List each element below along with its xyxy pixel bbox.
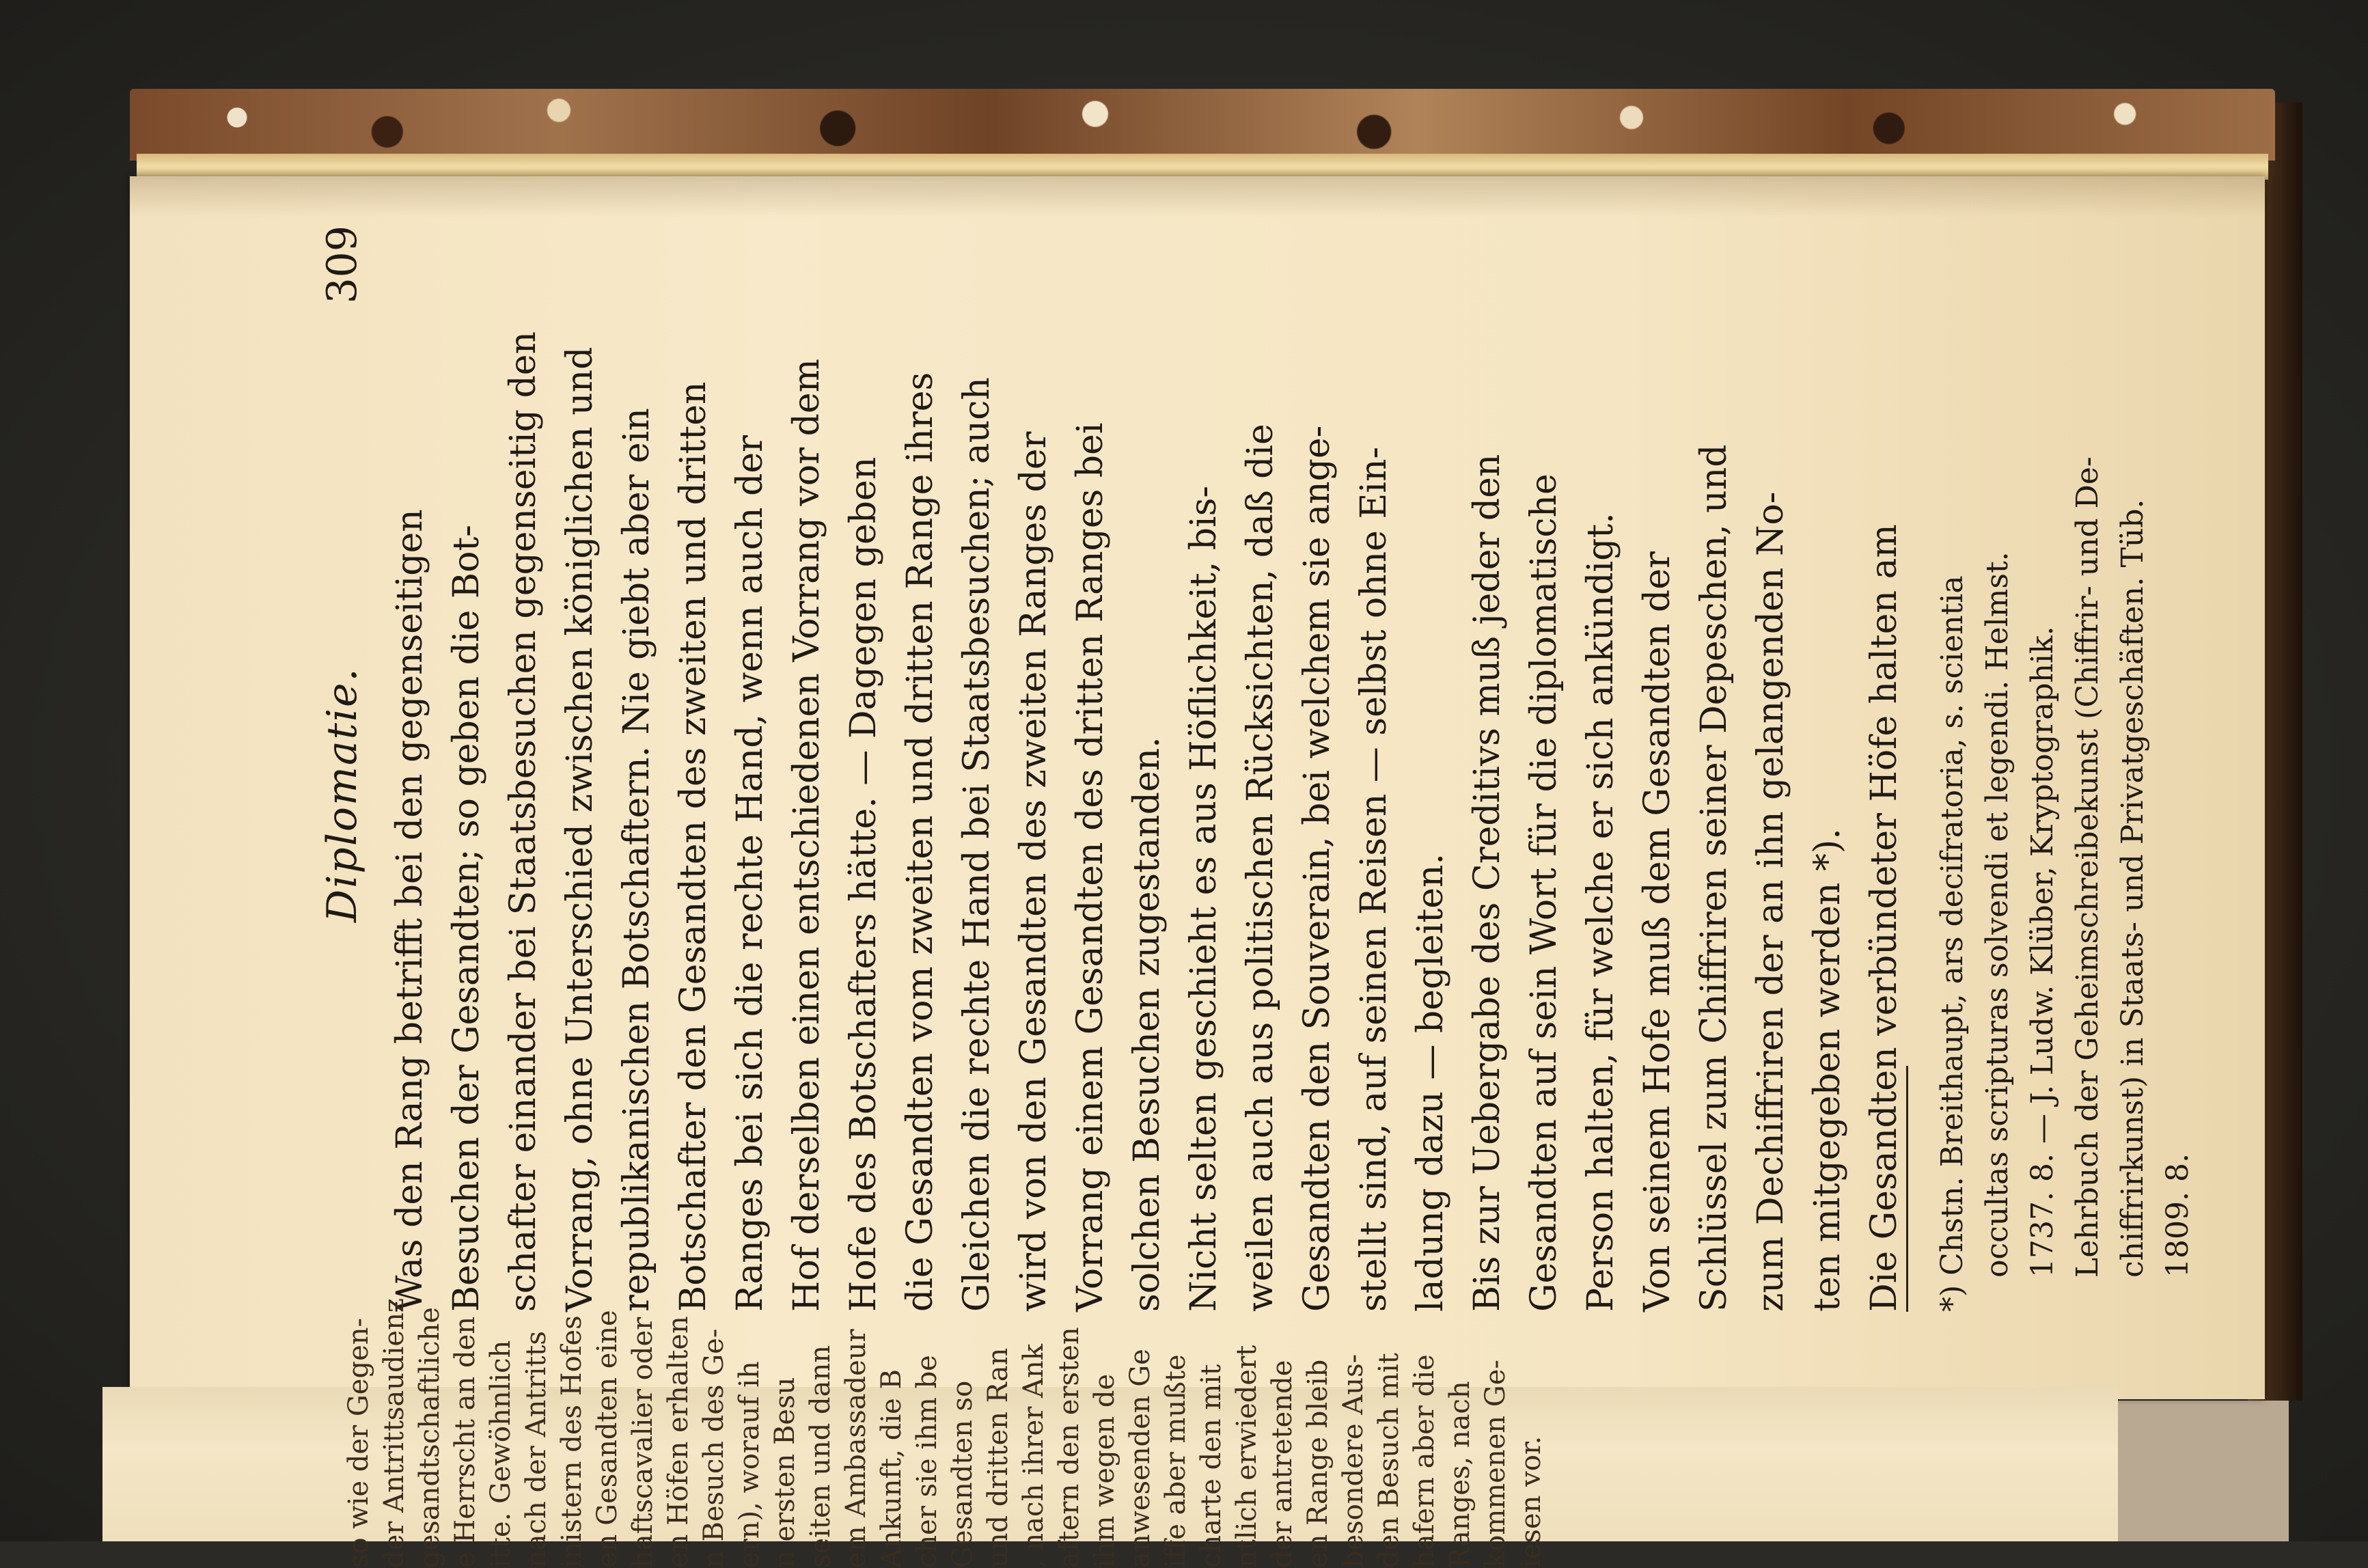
facing-line: n Besuch des Ge- xyxy=(698,1328,730,1568)
facing-line: en Gesandten eine xyxy=(592,1310,623,1568)
facing-line: ntlich erwiedert xyxy=(1231,1345,1263,1568)
body-line: Gesandten den Souverain, bei welchem sie ange- xyxy=(1297,425,1338,1312)
body-line: Nicht selten geschieht es aus Höflichkeit, bis- xyxy=(1183,486,1224,1312)
facing-line: hafern aber die xyxy=(1409,1354,1440,1568)
facing-line: charte den mit xyxy=(1196,1364,1227,1568)
body-line: Vorrang einem Gesandten des dritten Ranges bei xyxy=(1070,422,1111,1312)
footnote-line: 1809. 8. xyxy=(2160,1153,2195,1278)
body-line: Von seinem Hofe muß dem Gesandten der xyxy=(1637,551,1678,1312)
body-line: ladung dazu — begleiten. xyxy=(1410,853,1451,1312)
facing-line: und dritten Ran xyxy=(982,1347,1014,1568)
facing-line: n ersten Besu xyxy=(769,1377,801,1568)
body-line: Die Gesandten verbündeter Höfe halten am xyxy=(1864,524,1905,1312)
facing-line: Ankunft, die B xyxy=(876,1369,907,1568)
facing-line: em Ambassadeur xyxy=(840,1329,872,1568)
body-line: Gleichen die rechte Hand bei Staatsbesuchen; auch xyxy=(956,377,997,1312)
body-line: Besuchen der Gesandten; so geben die Bot- xyxy=(446,525,487,1312)
facing-line: en Höfen erhalten xyxy=(663,1316,694,1568)
body-line: republikanischen Botschaftern. Nie giebt aber ein xyxy=(616,408,657,1312)
facing-line: ihm wegen de xyxy=(1089,1373,1120,1568)
facing-line: iesen vor. xyxy=(1515,1435,1547,1568)
facing-line: aftern den ersten xyxy=(1054,1327,1085,1568)
body-line: Was den Rang betrifft bei den gegenseitigen xyxy=(389,509,430,1312)
facing-line: den Besuch mit xyxy=(1373,1353,1405,1568)
body-line: zum Dechiffriren der an ihn gelangenden No- xyxy=(1750,491,1791,1312)
body-line: Hof derselben einen entschiedenen Vorrang vor dem xyxy=(786,359,827,1312)
body-line: schafter einander bei Staatsbesuchen gegenseitig den xyxy=(503,331,544,1312)
facing-line: der Antrittsaudienz xyxy=(378,1298,410,1568)
facing-line: nach der Antritts xyxy=(521,1331,552,1568)
body-line: Ranges bei sich die rechte Hand, wenn auch der xyxy=(730,435,771,1312)
facing-page-text xyxy=(342,543,1913,1568)
facing-line: besondere Aus- xyxy=(1338,1353,1369,1568)
body-line: weilen auch aus politischen Rücksichten, daß die xyxy=(1240,424,1281,1312)
body-line: Gesandten auf sein Wort für die diplomatische xyxy=(1524,473,1565,1312)
facing-line: cher sie ihm be xyxy=(911,1355,943,1568)
body-line: Person halten, für welche er sich ankündigt. xyxy=(1580,512,1621,1312)
body-line: stellt sind, auf seinen Reisen — selbst ohne Ein- xyxy=(1353,446,1394,1312)
facing-line: en Range bleib xyxy=(1302,1359,1334,1568)
running-head: Diplomatie. xyxy=(318,667,366,922)
marbled-page-edge xyxy=(130,89,2275,161)
body-line: Bis zur Uebergabe des Creditivs muß jeder den xyxy=(1467,454,1508,1312)
footnote-line: *) Chstn. Breithaupt, ars decifratoria, s. scientia xyxy=(1935,575,1970,1312)
facing-line: seiten und dann xyxy=(805,1345,836,1568)
body-line: Botschafter den Gesandten des zweiten und dritten xyxy=(673,381,714,1312)
facing-line: e Herrscht an den xyxy=(450,1316,481,1568)
footnote-line: 1737. 8. — J. Ludw. Klüber, Kryptographik. xyxy=(2025,626,2060,1278)
body-line: Vorrang, ohne Unterschied zwischen königlichen und xyxy=(560,346,601,1312)
facing-line: der antretende xyxy=(1267,1360,1298,1568)
facing-line: inistern des Hofes xyxy=(556,1315,588,1568)
facing-line: Gesandten so xyxy=(947,1380,978,1568)
footnote-line: Lehrbuch der Geheimschreibekunst (Chiffrir- und De- xyxy=(2070,456,2105,1278)
footnote-line: chiffrirkunst) in Staats- und Privatgeschäften. Tüb. xyxy=(2115,499,2150,1278)
body-line: die Gesandten vom zweiten und dritten Range ihres xyxy=(900,372,941,1312)
body-line: Hofe des Botschafters hätte. — Dagegen geben xyxy=(843,456,884,1312)
facing-line: so wie der Gegen- xyxy=(343,1317,374,1568)
body-line: wird von den Gesandten des zweiten Ranges der xyxy=(1013,431,1054,1312)
facing-line: haftscavalier oder xyxy=(627,1317,659,1568)
facing-line: iffe aber mußte xyxy=(1160,1354,1192,1568)
page-number: 309 xyxy=(318,225,366,304)
body-line: Schlüssel zum Chiffriren seiner Depeschen, und xyxy=(1694,444,1735,1312)
facing-line: itte. Gewöhnlich xyxy=(485,1340,517,1568)
facing-line: Ranges, nach xyxy=(1444,1381,1476,1568)
facing-line: kommenen Ge- xyxy=(1480,1360,1511,1568)
facing-line: gesandtschaftliche xyxy=(414,1307,445,1568)
facing-line: anwesenden Ge xyxy=(1125,1349,1156,1568)
body-line: solchen Besuchen zugestanden. xyxy=(1127,737,1168,1312)
facing-line: ern), worauf ih xyxy=(734,1361,765,1568)
body-line: ten mitgegeben werden *). xyxy=(1807,828,1848,1312)
facing-line: , nach ihrer Ank xyxy=(1018,1344,1049,1568)
footnote-line: occultas scripturas solvendi et legendi. Helmst. xyxy=(1980,551,2015,1278)
